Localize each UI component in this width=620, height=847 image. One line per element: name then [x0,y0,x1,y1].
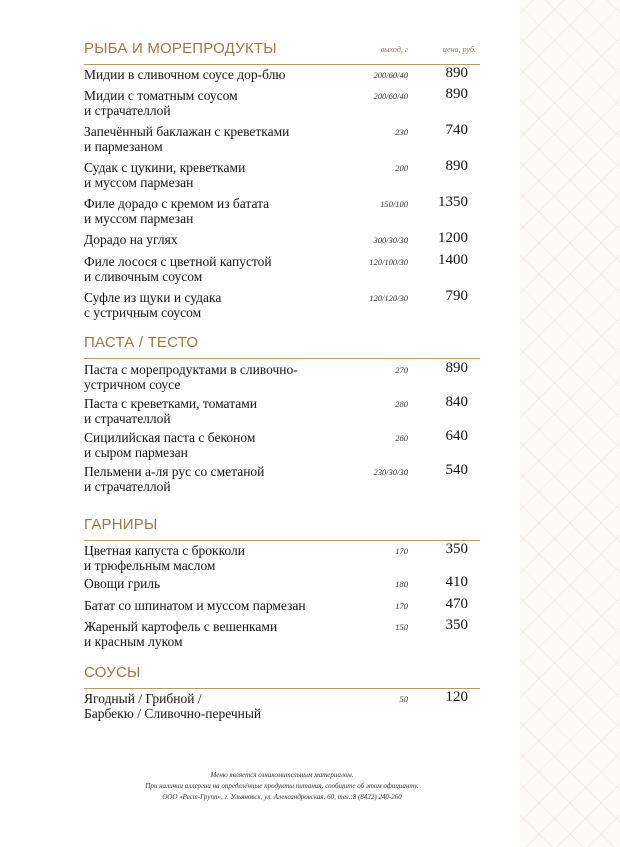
section-title: СОУСЫ [84,664,141,681]
item-price: 640 [445,428,468,444]
item-price: 410 [445,574,468,590]
price-column-header: цена, руб. [442,45,476,54]
item-price: 790 [445,288,468,304]
menu-item [84,88,480,118]
section-side-dishes [84,516,480,649]
section-title: ГАРНИРЫ [84,516,158,533]
item-name: Судак с цукини, креветками и муссом пармезан [84,160,246,190]
item-weight: 270 [395,365,408,375]
item-name: Филе дорадо с кремом из батата и муссом пармезан [84,196,270,226]
item-weight: 230/30/30 [373,467,408,477]
menu-item [84,576,480,591]
item-weight: 180 [395,579,408,589]
item-weight: 200/60/40 [373,91,408,101]
item-price: 890 [445,65,468,81]
item-weight: 200/60/40 [373,70,408,80]
item-name: Суфле из щуки и судака с устричным соусом [84,290,222,320]
item-price: 740 [445,122,468,138]
footer-notes [84,770,480,803]
item-price: 890 [445,158,468,174]
item-name: Филе лосося с цветной капустой и сливочным соусом [84,254,272,284]
menu-item [84,464,480,494]
menu-item [84,598,480,613]
weight-column-header: выход, г [380,45,408,54]
item-weight: 120/120/30 [369,293,408,303]
menu-item [84,67,480,82]
item-price: 350 [445,617,468,633]
item-weight: 150 [395,622,408,632]
item-name: Овощи гриль [84,576,161,591]
item-weight: 170 [395,601,408,611]
item-name: Паста с креветками, томатами и страчателлой [84,396,258,426]
item-name: Цветная капуста с брокколи и трюфельным маслом [84,543,246,573]
footer-line: При наличии аллергии на определённые продукты питания, сообщите об этом официанту. [145,782,419,790]
section-divider [84,540,480,541]
section-fish-seafood [84,40,480,320]
item-weight: 230 [395,127,408,137]
menu-item [84,396,480,426]
section-divider [84,688,480,689]
item-price: 120 [445,689,468,705]
menu-item [84,160,480,190]
item-weight: 120/100/30 [369,257,408,267]
item-weight: 50 [399,694,408,704]
section-pasta-dough [84,334,480,494]
item-name: Дорадо на углях [84,232,178,247]
item-name: Паста с морепродуктами в сливочно- устричном соусе [84,362,298,392]
item-name: Сицилийская паста с беконом и сыром пармезан [84,430,256,460]
section-title: РЫБА И МОРЕПРОДУКТЫ [84,40,277,57]
item-name: Жареный картофель с вешенками и красным луком [84,619,278,649]
item-price: 1400 [438,252,468,268]
section-divider [84,64,480,65]
item-weight: 170 [395,546,408,556]
menu-item [84,430,480,460]
item-weight: 280 [395,399,408,409]
item-price: 470 [445,596,468,612]
menu-item [84,362,480,392]
item-price: 350 [445,541,468,557]
menu-item [84,543,480,573]
item-price: 540 [445,462,468,478]
menu-item [84,691,480,721]
menu-item [84,232,480,247]
item-weight: 150/100 [380,199,408,209]
item-name: Ягодный / Грибной / Барбекю / Сливочно-перечный [84,691,262,721]
item-price: 1200 [438,230,468,246]
footer-line: Меню является ознакомительным материалом. [210,771,354,779]
item-name: Мидии с томатным соусом и страчателлой [84,88,238,118]
item-price: 890 [445,360,468,376]
item-name: Запечённый баклажан с креветками и пармезаном [84,124,290,154]
menu-item [84,196,480,226]
decorative-pattern [520,0,620,847]
item-name: Мидии в сливочном соусе дор-блю [84,67,286,82]
menu-item [84,619,480,649]
item-weight: 200 [395,163,408,173]
item-weight: 300/30/30 [373,235,408,245]
section-title: ПАСТА / ТЕСТО [84,334,199,351]
item-price: 1350 [438,194,468,210]
section-divider [84,358,480,359]
item-price: 840 [445,394,468,410]
item-name: Батат со шпинатом и муссом пармезан [84,598,306,613]
item-name: Пельмени а-ля рус со сметаной и страчателлой [84,464,265,494]
item-weight: 260 [395,433,408,443]
menu-item [84,290,480,320]
section-sauces [84,664,480,721]
footer-line: ООО «Рест-Групп», г. Ульяновск, ул. Александровская, 60, тел.:8 (8422) 240-260 [162,793,402,801]
item-price: 890 [445,86,468,102]
menu-item [84,254,480,284]
menu-item [84,124,480,154]
